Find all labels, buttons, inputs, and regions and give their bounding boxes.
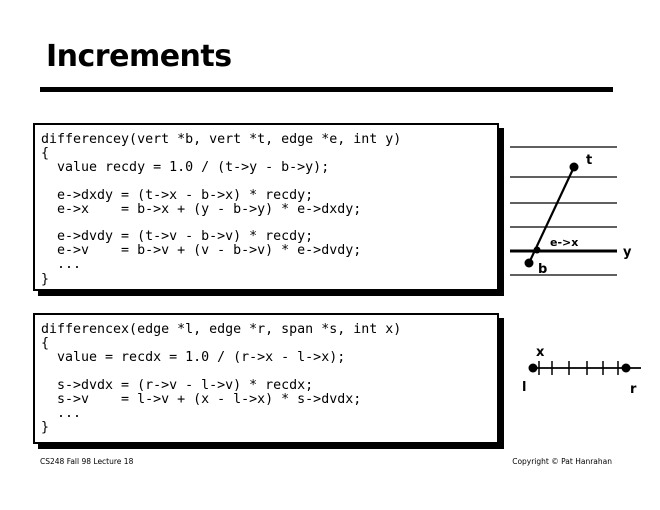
code-line xyxy=(41,366,497,379)
code-line xyxy=(41,176,497,189)
span-increment-diagram xyxy=(505,340,645,400)
code-line: e->dxdy = (t->x - b->x) * recdy; xyxy=(41,187,314,203)
code-line: e->x = b->x + (y - b->y) * e->dxdy; xyxy=(41,201,362,217)
code-line: s->dvdx = (r->v - l->v) * recdx; xyxy=(41,377,314,393)
edge-scanline-intersection xyxy=(534,247,541,254)
vertex-t xyxy=(570,163,579,172)
vertex-b xyxy=(525,259,534,268)
code-line: } xyxy=(41,420,50,436)
span-endpoint-l xyxy=(529,364,538,373)
label-r: r xyxy=(630,382,637,397)
code-line: } xyxy=(41,271,50,287)
label-y: y xyxy=(623,245,632,260)
label-x: x xyxy=(536,345,545,360)
title-rule xyxy=(40,87,613,92)
footer-copyright: Copyright © Pat Hanrahan xyxy=(512,457,612,466)
code-line: value recdy = 1.0 / (t->y - b->y); xyxy=(41,160,330,176)
footer-course: CS248 Fall 98 Lecture 18 xyxy=(40,457,134,466)
label-l: l xyxy=(522,380,527,395)
code-line: value = recdx = 1.0 / (r->x - l->x); xyxy=(41,350,346,366)
slide-title: Increments xyxy=(46,39,232,74)
code-line: differencey(vert *b, vert *t, edge *e, int y) xyxy=(41,132,402,147)
code-line: s->v = l->v + (x - l->x) * s->dvdx; xyxy=(41,391,362,407)
code-box-differencex xyxy=(33,313,499,444)
edge-increment-diagram xyxy=(505,140,645,280)
code-line: differencex(edge *l, edge *r, span *s, int x) xyxy=(41,322,402,337)
span-endpoint-r xyxy=(622,364,631,373)
code-line: e->v = b->v + (v - b->v) * e->dvdy; xyxy=(41,243,362,259)
code-line: { xyxy=(41,146,50,162)
code-line: e->dvdy = (t->v - b->v) * recdy; xyxy=(41,228,314,244)
code-box-differencey xyxy=(33,123,499,291)
label-t: t xyxy=(586,153,593,168)
code-line: ... xyxy=(41,405,82,421)
code-line: ... xyxy=(41,257,82,273)
label-e-x: e->x xyxy=(550,236,579,249)
label-b: b xyxy=(538,262,548,277)
code-line: { xyxy=(41,336,50,352)
code-line xyxy=(41,217,497,230)
